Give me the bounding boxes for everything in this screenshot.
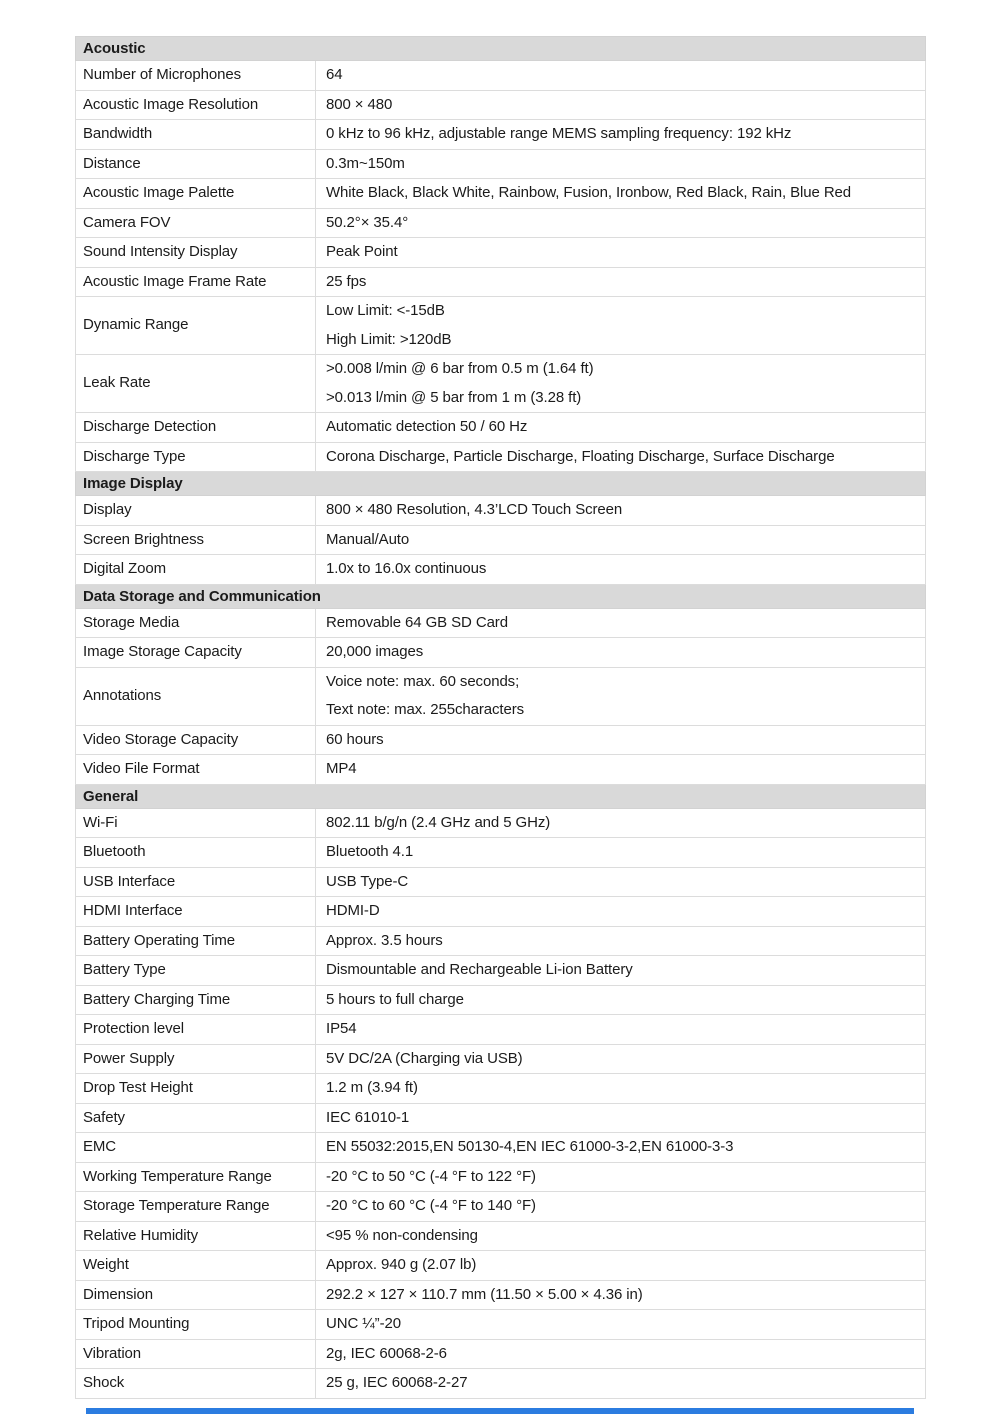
spec-label: Video File Format: [76, 755, 316, 785]
spec-label: Battery Charging Time: [76, 985, 316, 1015]
spec-value-cell: [316, 149, 926, 179]
spec-value-cell: [316, 1280, 926, 1310]
spec-value: Manual/Auto: [326, 530, 410, 548]
table-row: [76, 1221, 926, 1251]
spec-value-cell: [316, 496, 926, 526]
table-row: [76, 1339, 926, 1369]
table-row: [76, 1103, 926, 1133]
spec-value: Peak Point: [326, 243, 398, 260]
spec-label: Weight: [76, 1251, 316, 1281]
table-row: [76, 238, 926, 268]
table-row: [76, 297, 926, 355]
spec-value-cell: [316, 1074, 926, 1104]
spec-value: Corona Discharge, Particle Discharge, Floating Discharge, Surface Discharge: [326, 447, 835, 465]
spec-value: Text note: max. 255characters: [326, 701, 525, 718]
spec-value-cell: [316, 867, 926, 897]
spec-value: Voice note: max. 60 seconds;: [326, 672, 520, 690]
spec-value-cell: [316, 1162, 926, 1192]
spec-label: Tripod Mounting: [76, 1310, 316, 1340]
spec-value-cell: [316, 638, 926, 668]
table-row: [76, 667, 926, 725]
spec-value-cell: [316, 1044, 926, 1074]
table-row: [76, 867, 926, 897]
spec-value: 20,000 images: [326, 643, 424, 660]
spec-label: Dimension: [76, 1280, 316, 1310]
spec-label: Dynamic Range: [76, 297, 316, 355]
spec-value: >0.013 l/min @ 5 bar from 1 m (3.28 ft): [326, 388, 582, 406]
section-header: Image Display: [76, 472, 926, 496]
table-row: [76, 1015, 926, 1045]
table-row: [76, 267, 926, 297]
table-row: [76, 638, 926, 668]
table-row: [76, 1369, 926, 1399]
spec-value: 802.11 b/g/n (2.4 GHz and 5 GHz): [326, 813, 551, 831]
table-row: [76, 61, 926, 91]
spec-value-cell: [316, 179, 926, 209]
spec-label: Working Temperature Range: [76, 1162, 316, 1192]
spec-value: MP4: [326, 760, 357, 777]
spec-table: [75, 36, 926, 1399]
spec-value: EN 55032:2015,EN 50130-4,EN IEC 61000-3-2,EN 61000-3-3: [326, 1138, 734, 1155]
spec-label: Bluetooth: [76, 838, 316, 868]
spec-value: 60 hours: [326, 730, 384, 748]
spec-label: Display: [76, 496, 316, 526]
spec-value-cell: [316, 413, 926, 443]
spec-value-cell: [316, 1369, 926, 1399]
spec-value: 292.2 × 127 × 110.7 mm (11.50 × 5.00 × 4.36 in): [326, 1285, 643, 1303]
spec-value: 64: [326, 66, 343, 83]
spec-label: Camera FOV: [76, 208, 316, 238]
spec-value: Approx. 940 g (2.07 lb): [326, 1256, 477, 1273]
table-row: [76, 608, 926, 638]
spec-value: 1.2 m (3.94 ft): [326, 1079, 418, 1096]
spec-label: USB Interface: [76, 867, 316, 897]
spec-value-cell: [316, 926, 926, 956]
table-row: [76, 1074, 926, 1104]
spec-value: 1.0x to 16.0x continuous: [326, 560, 487, 577]
footer-accent-bar: [86, 1408, 914, 1414]
table-row: [76, 1044, 926, 1074]
spec-label: Acoustic Image Frame Rate: [76, 267, 316, 297]
spec-value: <95 % non-condensing: [326, 1226, 478, 1244]
spec-label: HDMI Interface: [76, 897, 316, 927]
table-row: [76, 555, 926, 585]
spec-value-cell: [316, 1339, 926, 1369]
section-header: General: [76, 784, 926, 808]
table-row: [76, 1310, 926, 1340]
spec-label: Shock: [76, 1369, 316, 1399]
table-row: [76, 1162, 926, 1192]
spec-value: High Limit: >120dB: [326, 330, 452, 348]
table-row: [76, 897, 926, 927]
spec-value: Low Limit: <-15dB: [326, 302, 445, 319]
spec-value-cell: [316, 667, 926, 725]
spec-label: Sound Intensity Display: [76, 238, 316, 268]
spec-label: Video Storage Capacity: [76, 725, 316, 755]
spec-value: 25 fps: [326, 272, 367, 290]
table-row: [76, 149, 926, 179]
table-row: [76, 808, 926, 838]
spec-label: Bandwidth: [76, 120, 316, 150]
table-row: [76, 838, 926, 868]
spec-value: UNC ¼”-20: [326, 1315, 401, 1332]
spec-value-cell: [316, 90, 926, 120]
spec-value: Dismountable and Rechargeable Li-ion Battery: [326, 961, 633, 978]
spec-value: Removable 64 GB SD Card: [326, 613, 508, 631]
spec-value: 800 × 480 Resolution, 4.3’LCD Touch Screen: [326, 501, 623, 518]
spec-label: Battery Type: [76, 956, 316, 986]
spec-label: Image Storage Capacity: [76, 638, 316, 668]
spec-value: 50.2°× 35.4°: [326, 213, 409, 231]
table-row: [76, 525, 926, 555]
spec-label: Discharge Detection: [76, 413, 316, 443]
spec-value-cell: [316, 808, 926, 838]
spec-value: 800 × 480: [326, 95, 393, 113]
spec-value: White Black, Black White, Rainbow, Fusion, Ironbow, Red Black, Rain, Blue Red: [326, 184, 852, 201]
spec-value: 25 g, IEC 60068-2-27: [326, 1374, 468, 1391]
table-row: [76, 179, 926, 209]
spec-value-cell: [316, 555, 926, 585]
spec-value-cell: [316, 267, 926, 297]
table-row: [76, 725, 926, 755]
section-header: Acoustic: [76, 37, 926, 61]
spec-label: Relative Humidity: [76, 1221, 316, 1251]
table-row: [76, 755, 926, 785]
table-row: [76, 413, 926, 443]
spec-label: Safety: [76, 1103, 316, 1133]
spec-value-cell: [316, 1103, 926, 1133]
spec-label: Screen Brightness: [76, 525, 316, 555]
table-row: [76, 208, 926, 238]
spec-value-cell: [316, 355, 926, 413]
section-header-row: [76, 472, 926, 496]
spec-value-cell: [316, 120, 926, 150]
spec-value: 2g, IEC 60068-2-6: [326, 1344, 447, 1362]
spec-value: USB Type-C: [326, 872, 409, 890]
spec-label: Power Supply: [76, 1044, 316, 1074]
spec-value-cell: [316, 208, 926, 238]
spec-label: EMC: [76, 1133, 316, 1163]
section-header: Data Storage and Communication: [76, 584, 926, 608]
spec-value-cell: [316, 238, 926, 268]
spec-value-cell: [316, 897, 926, 927]
table-row: [76, 442, 926, 472]
spec-value-cell: [316, 608, 926, 638]
spec-label: Number of Microphones: [76, 61, 316, 91]
table-row: [76, 355, 926, 413]
spec-value: HDMI-D: [326, 902, 380, 919]
spec-label: Acoustic Image Palette: [76, 179, 316, 209]
spec-label: Wi-Fi: [76, 808, 316, 838]
spec-value-cell: [316, 1133, 926, 1163]
table-row: [76, 1251, 926, 1281]
spec-value-cell: [316, 61, 926, 91]
spec-table-body: [76, 37, 926, 1399]
spec-value: IP54: [326, 1020, 357, 1037]
spec-label: Battery Operating Time: [76, 926, 316, 956]
section-header-row: [76, 784, 926, 808]
spec-label: Distance: [76, 149, 316, 179]
spec-label: Acoustic Image Resolution: [76, 90, 316, 120]
spec-label: Storage Temperature Range: [76, 1192, 316, 1222]
spec-value-cell: [316, 985, 926, 1015]
spec-value-cell: [316, 1192, 926, 1222]
spec-value-cell: [316, 755, 926, 785]
table-row: [76, 120, 926, 150]
spec-value: >0.008 l/min @ 6 bar from 0.5 m (1.64 ft): [326, 360, 594, 377]
spec-value: 0.3m~150m: [326, 154, 405, 172]
spec-value: -20 °C to 50 °C (-4 °F to 122 °F): [326, 1167, 536, 1185]
table-row: [76, 956, 926, 986]
spec-value: Automatic detection 50 / 60 Hz: [326, 418, 528, 435]
spec-value-cell: [316, 1221, 926, 1251]
spec-value: 5V DC/2A (Charging via USB): [326, 1049, 523, 1067]
spec-value: Approx. 3.5 hours: [326, 931, 443, 949]
spec-value: IEC 61010-1: [326, 1108, 410, 1126]
spec-value-cell: [316, 838, 926, 868]
spec-value-cell: [316, 1251, 926, 1281]
table-row: [76, 1280, 926, 1310]
table-row: [76, 90, 926, 120]
table-row: [76, 1133, 926, 1163]
table-row: [76, 985, 926, 1015]
spec-value: 0 kHz to 96 kHz, adjustable range MEMS sampling frequency: 192 kHz: [326, 125, 792, 142]
spec-label: Digital Zoom: [76, 555, 316, 585]
spec-value-cell: [316, 725, 926, 755]
spec-value-cell: [316, 297, 926, 355]
spec-value: -20 °C to 60 °C (-4 °F to 140 °F): [326, 1197, 536, 1214]
spec-label: Drop Test Height: [76, 1074, 316, 1104]
spec-label: Leak Rate: [76, 355, 316, 413]
spec-label: Protection level: [76, 1015, 316, 1045]
table-row: [76, 926, 926, 956]
spec-value: 5 hours to full charge: [326, 990, 464, 1008]
spec-label: Vibration: [76, 1339, 316, 1369]
spec-label: Annotations: [76, 667, 316, 725]
spec-value-cell: [316, 1310, 926, 1340]
spec-value: Bluetooth 4.1: [326, 843, 414, 860]
spec-value-cell: [316, 1015, 926, 1045]
table-row: [76, 496, 926, 526]
section-header-row: [76, 37, 926, 61]
table-row: [76, 1192, 926, 1222]
spec-label: Storage Media: [76, 608, 316, 638]
section-header-row: [76, 584, 926, 608]
spec-value-cell: [316, 442, 926, 472]
spec-value-cell: [316, 956, 926, 986]
spec-value-cell: [316, 525, 926, 555]
spec-label: Discharge Type: [76, 442, 316, 472]
